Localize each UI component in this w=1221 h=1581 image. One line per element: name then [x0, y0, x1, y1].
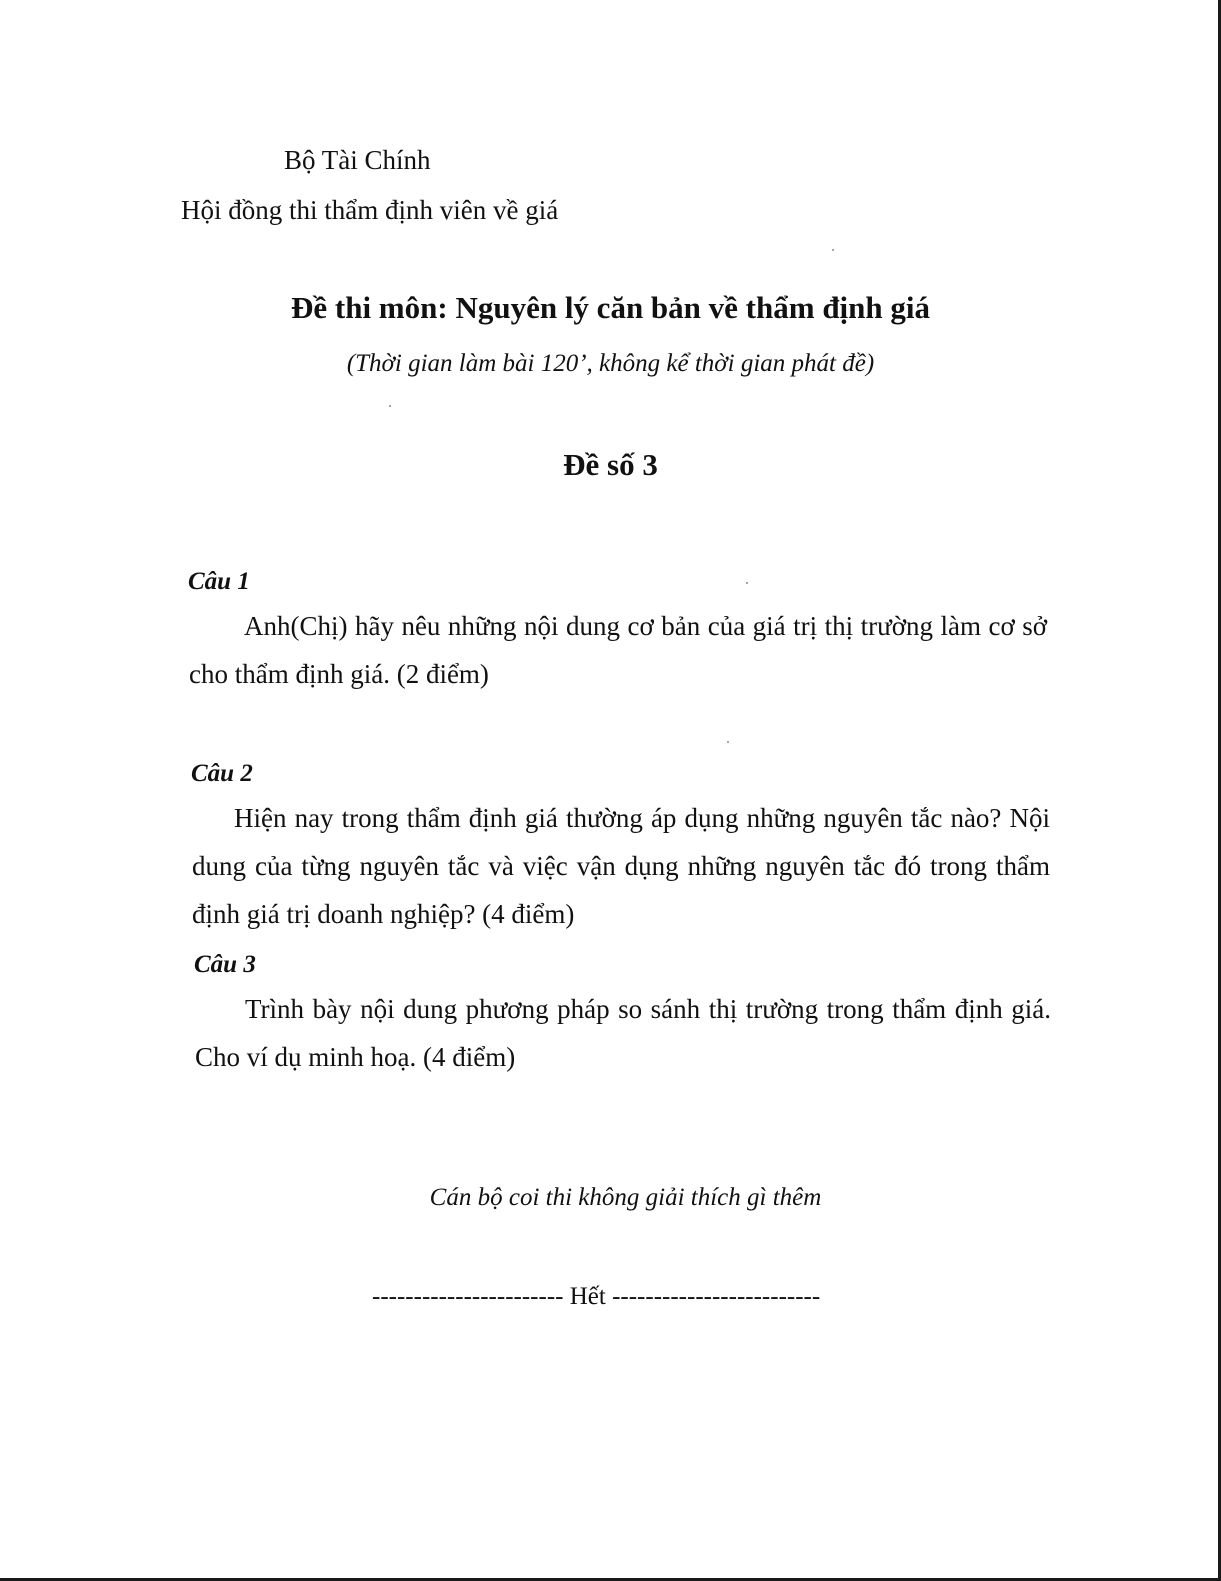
- scan-speck: [727, 741, 729, 743]
- exam-number: Đề số 3: [563, 447, 658, 482]
- question-3-text: [195, 985, 1051, 1081]
- ministry-name: Bộ Tài Chính: [284, 145, 431, 175]
- scan-speck: [746, 582, 748, 584]
- question-1-heading: Câu 1: [188, 568, 250, 595]
- exam-title-text: Đề thi môn: Nguyên lý căn bản về thẩm định giá: [290, 290, 931, 325]
- end-marker: ----------------------- Hết -------------------------: [372, 1283, 821, 1310]
- council-name: Hội đồng thi thẩm định viên về giá: [181, 195, 559, 225]
- proctor-note: Cán bộ coi thi không giải thích gì thêm: [429, 1184, 822, 1211]
- exam-title: [0, 292, 1221, 324]
- question-1-body: Anh(Chị) hãy nêu những nội dung cơ bản của giá trị thị trường làm cơ sở cho thẩm định giá. (2 điểm): [189, 611, 1047, 689]
- scan-speck: [389, 405, 391, 407]
- question-2-text: [192, 794, 1050, 938]
- scan-speck: [832, 249, 834, 251]
- question-3-heading: Câu 3: [194, 951, 256, 978]
- question-1-text: [189, 602, 1047, 698]
- question-2-heading: Câu 2: [191, 760, 253, 787]
- question-2-body: Hiện nay trong thẩm định giá thường áp dụng những nguyên tắc nào? Nội dung của từng nguyên tắc và việc vận dụng những nguyên tắc đó trong thẩm định giá trị doanh nghiệp? (4 điểm): [192, 803, 1050, 929]
- exam-duration-note: (Thời gian làm bài 120’, không kể thời gian phát đề): [346, 350, 875, 377]
- question-3-body: Trình bày nội dung phương pháp so sánh thị trường trong thẩm định giá. Cho ví dụ minh hoạ. (4 điểm): [195, 994, 1051, 1072]
